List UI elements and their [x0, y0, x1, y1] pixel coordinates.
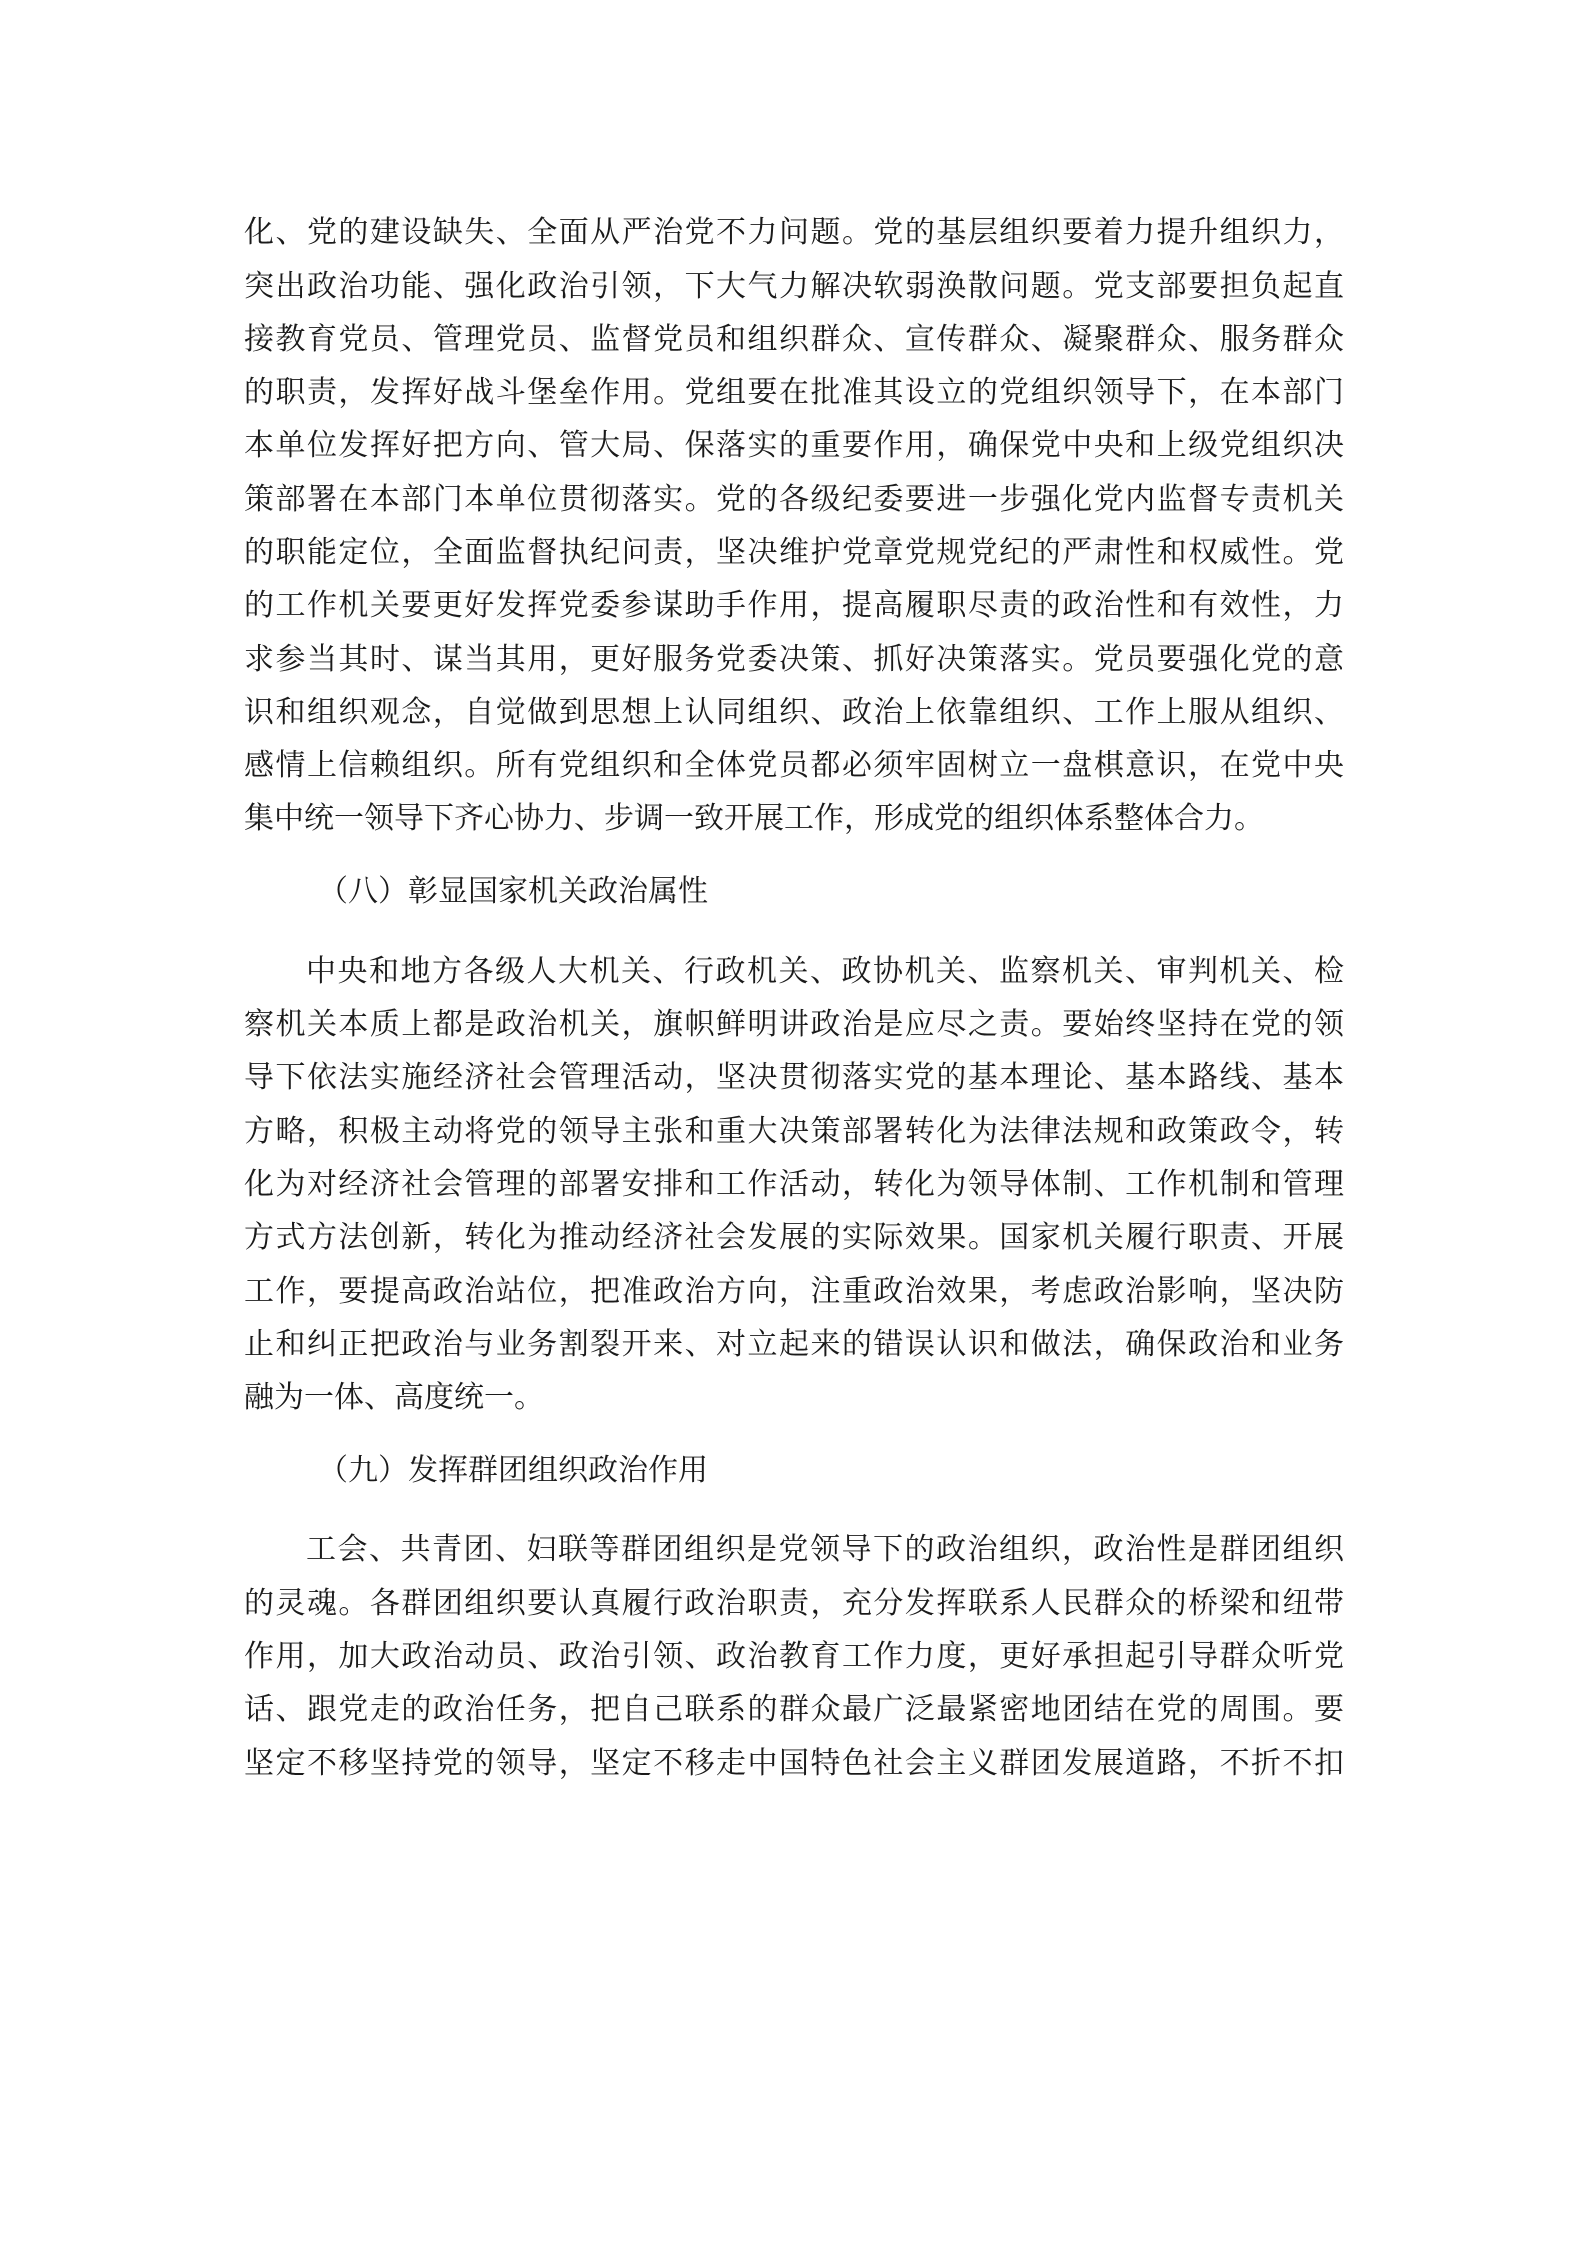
paragraph-line: 工作，要提高政治站位，把准政治方向，注重政治效果，考虑政治影响，坚决防 [244, 1274, 1344, 1309]
paragraph-line: 工会、共青团、妇联等群团组织是党领导下的政治组织，政治性是群团组织 [306, 1532, 1344, 1567]
paragraph-line: 集中统一领导下齐心协力、步调一致开展工作，形成党的组织体系整体合力。 [244, 801, 1264, 836]
paragraph-line: 作用，加大政治动员、政治引领、政治教育工作力度，更好承担起引导群众听党 [244, 1639, 1344, 1674]
paragraph-line: 融为一体、高度统一。 [244, 1380, 544, 1415]
paragraph-line: 突出政治功能、强化政治引领，下大气力解决软弱涣散问题。党支部要担负起直 [244, 269, 1344, 304]
paragraph-line: 坚定不移坚持党的领导，坚定不移走中国特色社会主义群团发展道路，不折不扣 [244, 1746, 1344, 1781]
paragraph-line: 的工作机关要更好发挥党委参谋助手作用，提高履职尽责的政治性和有效性，力 [244, 588, 1344, 623]
paragraph-line: 的灵魂。各群团组织要认真履行政治职责，充分发挥联系人民群众的桥梁和纽带 [244, 1586, 1344, 1621]
paragraph-line: 察机关本质上都是政治机关，旗帜鲜明讲政治是应尽之责。要始终坚持在党的领 [244, 1007, 1344, 1042]
paragraph-line: 导下依法实施经济社会管理活动，坚决贯彻落实党的基本理论、基本路线、基本 [244, 1060, 1344, 1095]
paragraph-line: 中央和地方各级人大机关、行政机关、政协机关、监察机关、审判机关、检 [306, 954, 1344, 989]
paragraph-line: 求参当其时、谋当其用，更好服务党委决策、抓好决策落实。党员要强化党的意 [244, 642, 1344, 677]
paragraph-line: 话、跟党走的政治任务，把自己联系的群众最广泛最紧密地团结在党的周围。要 [244, 1692, 1344, 1727]
section-heading-8: （八）彰显国家机关政治属性 [318, 874, 708, 909]
paragraph-line: 本单位发挥好把方向、管大局、保落实的重要作用，确保党中央和上级党组织决 [244, 428, 1344, 463]
paragraph-line: 的职能定位，全面监督执纪问责，坚决维护党章党规党纪的严肃性和权威性。党 [244, 535, 1344, 570]
paragraph-line: 的职责，发挥好战斗堡垒作用。党组要在批准其设立的党组织领导下，在本部门 [244, 375, 1344, 410]
paragraph-line: 识和组织观念，自觉做到思想上认同组织、政治上依靠组织、工作上服从组织、 [244, 695, 1344, 730]
paragraph-line: 化为对经济社会管理的部署安排和工作活动，转化为领导体制、工作机制和管理 [244, 1167, 1344, 1202]
paragraph-line: 策部署在本部门本单位贯彻落实。党的各级纪委要进一步强化党内监督专责机关 [244, 482, 1344, 517]
section-heading-9: （九）发挥群团组织政治作用 [318, 1453, 708, 1488]
paragraph-line: 止和纠正把政治与业务割裂开来、对立起来的错误认识和做法，确保政治和业务 [244, 1327, 1344, 1362]
paragraph-line: 方略，积极主动将党的领导主张和重大决策部署转化为法律法规和政策政令，转 [244, 1114, 1344, 1149]
paragraph-line: 感情上信赖组织。所有党组织和全体党员都必须牢固树立一盘棋意识，在党中央 [244, 748, 1344, 783]
paragraph-line: 化、党的建设缺失、全面从严治党不力问题。党的基层组织要着力提升组织力， [244, 215, 1344, 250]
paragraph-line: 接教育党员、管理党员、监督党员和组织群众、宣传群众、凝聚群众、服务群众 [244, 322, 1344, 357]
paragraph-line: 方式方法创新，转化为推动经济社会发展的实际效果。国家机关履行职责、开展 [244, 1220, 1344, 1255]
